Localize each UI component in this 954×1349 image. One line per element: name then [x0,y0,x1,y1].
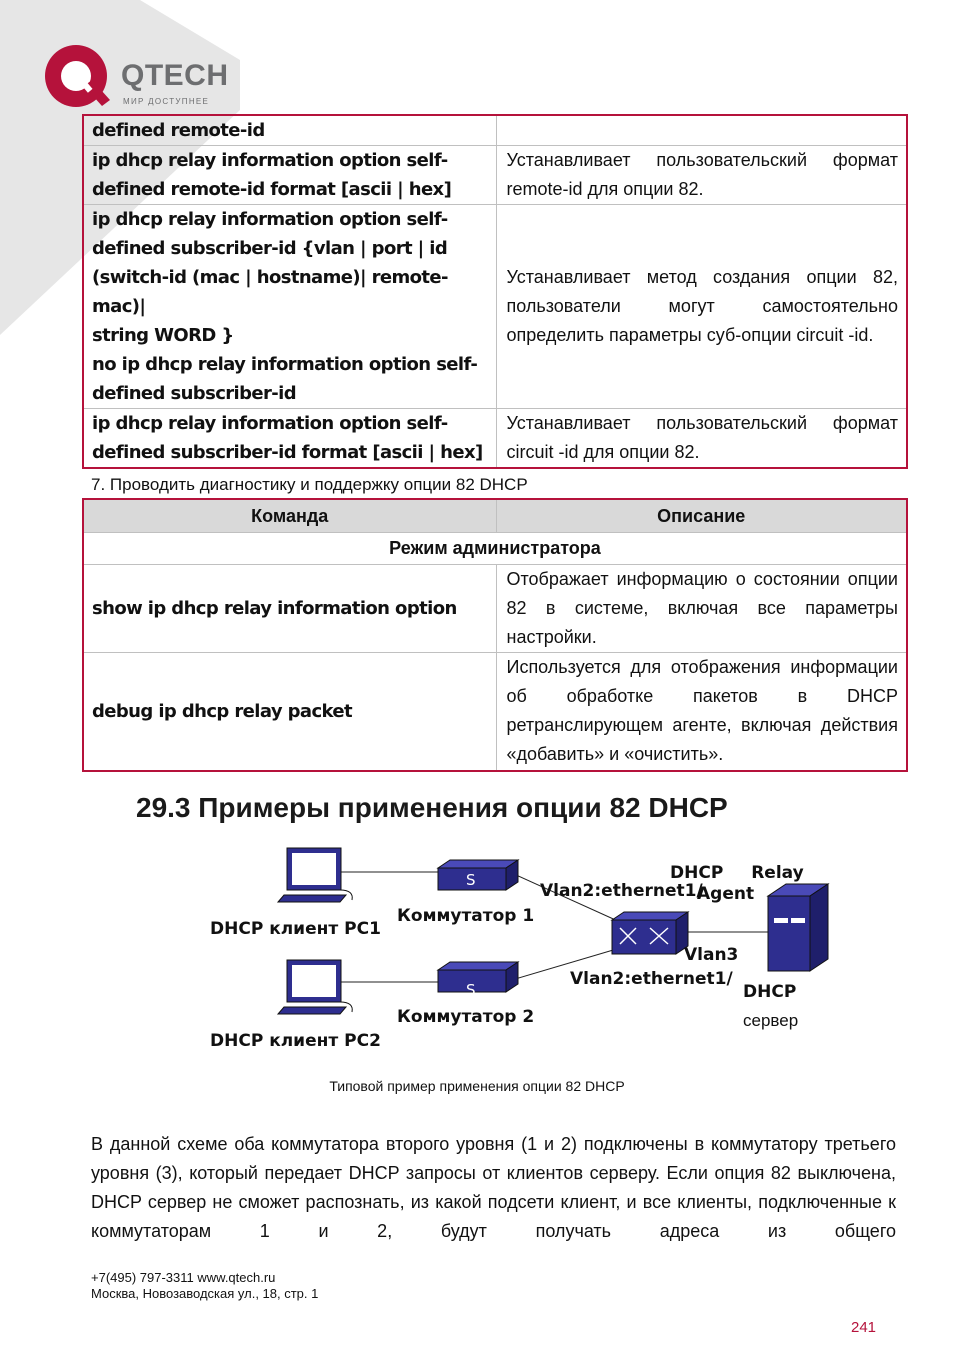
link2-label: Vlan2:ethernet1/ [570,969,733,989]
server-icon [768,884,828,971]
link1-label: Vlan2:ethernet1/ [540,881,703,901]
section-7-title: 7. Проводить диагностику и поддержку опции 82 DHCP [91,475,528,494]
table-header-row [83,499,907,533]
mode-row: Режим администратора [83,533,907,565]
footer-address: Москва, Новозаводская ул., 18, стр. 1 [91,1286,319,1301]
command-cell: show ip dhcp relay information option [83,565,496,653]
table-row [83,115,907,146]
command-line: (switch-id (mac | hostname)| remote-mac)| [92,267,448,317]
description-cell: Устанавливает пользовательский формат remote-id для опции 82. [496,146,907,205]
command-line: ip dhcp relay information option self- [92,209,448,230]
command-line: defined subscriber-id format [ascii | hex] [92,442,483,463]
command-line: defined subscriber-id [92,383,297,404]
switch-glyph: S [466,871,476,889]
description-cell: Устанавливает метод создания опции 82, пользователи могут самостоятельно определить параметры суб-опции circuit -id. [496,205,907,409]
logo-text: QTECH [121,59,229,92]
section-heading: 29.3 Примеры применения опции 82 DHCP [136,792,728,823]
footer [91,1270,318,1302]
description-cell: Используется для отображения информации об обработке пакетов в DHCP ретранслирующем агенте, включая действия «добавить» и «очистить». [496,653,907,771]
command-cell [83,409,496,469]
description-cell [496,115,907,146]
command-line: ip dhcp relay information option self- [92,413,448,434]
description-cell: Устанавливает пользовательский формат circuit -id для опции 82. [496,409,907,469]
command-line: defined subscriber-id {vlan | port | id [92,238,448,259]
figure-caption: Типовой пример применения опции 82 DHCP [329,1078,625,1094]
vlan3-label: Vlan3 [684,945,739,965]
switch-glyph: S [466,981,476,999]
column-header-command: Команда [83,499,496,533]
relay-label: DHCP Relay [670,863,804,883]
switch2-label: Коммутатор 2 [397,1007,535,1027]
command-line: no ip dhcp relay information option self- [92,354,478,375]
logo-tagline: МИР ДОСТУПНЕЕ [123,97,210,106]
page-number: 241 [851,1319,877,1336]
command-line: defined remote-id format [ascii | hex] [92,179,452,200]
table-row [83,565,907,653]
switch-icon [438,962,518,999]
command-cell [83,146,496,205]
pc2-label: DHCP клиент PC2 [210,1031,381,1051]
command-line: ip dhcp relay information option self- [92,150,448,171]
diagnostics-table [82,498,908,772]
table-row [83,409,907,469]
server-label-sub: сервер [743,1011,799,1030]
network-diagram [200,840,850,1060]
command-cell [83,205,496,409]
column-header-description: Описание [496,499,907,533]
switch-icon [438,860,518,890]
table-row [83,205,907,409]
computer-icon [278,960,352,1014]
server-label: DHCP [743,982,797,1002]
commands-table-continued [82,114,908,469]
footer-phone: +7(495) 797-3311 www.qtech.ru [91,1270,276,1285]
table-row [83,146,907,205]
command-line: string WORD } [92,325,234,346]
pc1-label: DHCP клиент PC1 [210,919,381,939]
computer-icon [278,848,352,902]
l3-switch-icon [612,912,688,954]
command-line: defined remote-id [92,120,265,141]
table-row [83,533,907,565]
table-row [83,653,907,771]
relay-agent-label: Agent [697,884,755,904]
body-paragraph: В данной схеме оба коммутатора второго уровня (1 и 2) подключены в коммутатору третьего уровня (3), который передает DHCP запросы от клиентов серверу. Если опция 82 выключена, DHCP сервер не сможет распознать, из какой подсети клиент, и все клиенты, подключенные к коммутаторам 1 и 2, будут получать адреса из общего [91,1134,896,1241]
command-cell: debug ip dhcp relay packet [83,653,496,771]
description-cell: Отображает информацию о состоянии опции 82 в системе, включая все параметры настройки. [496,565,907,653]
switch1-label: Коммутатор 1 [397,906,535,926]
command-cell [83,115,496,146]
